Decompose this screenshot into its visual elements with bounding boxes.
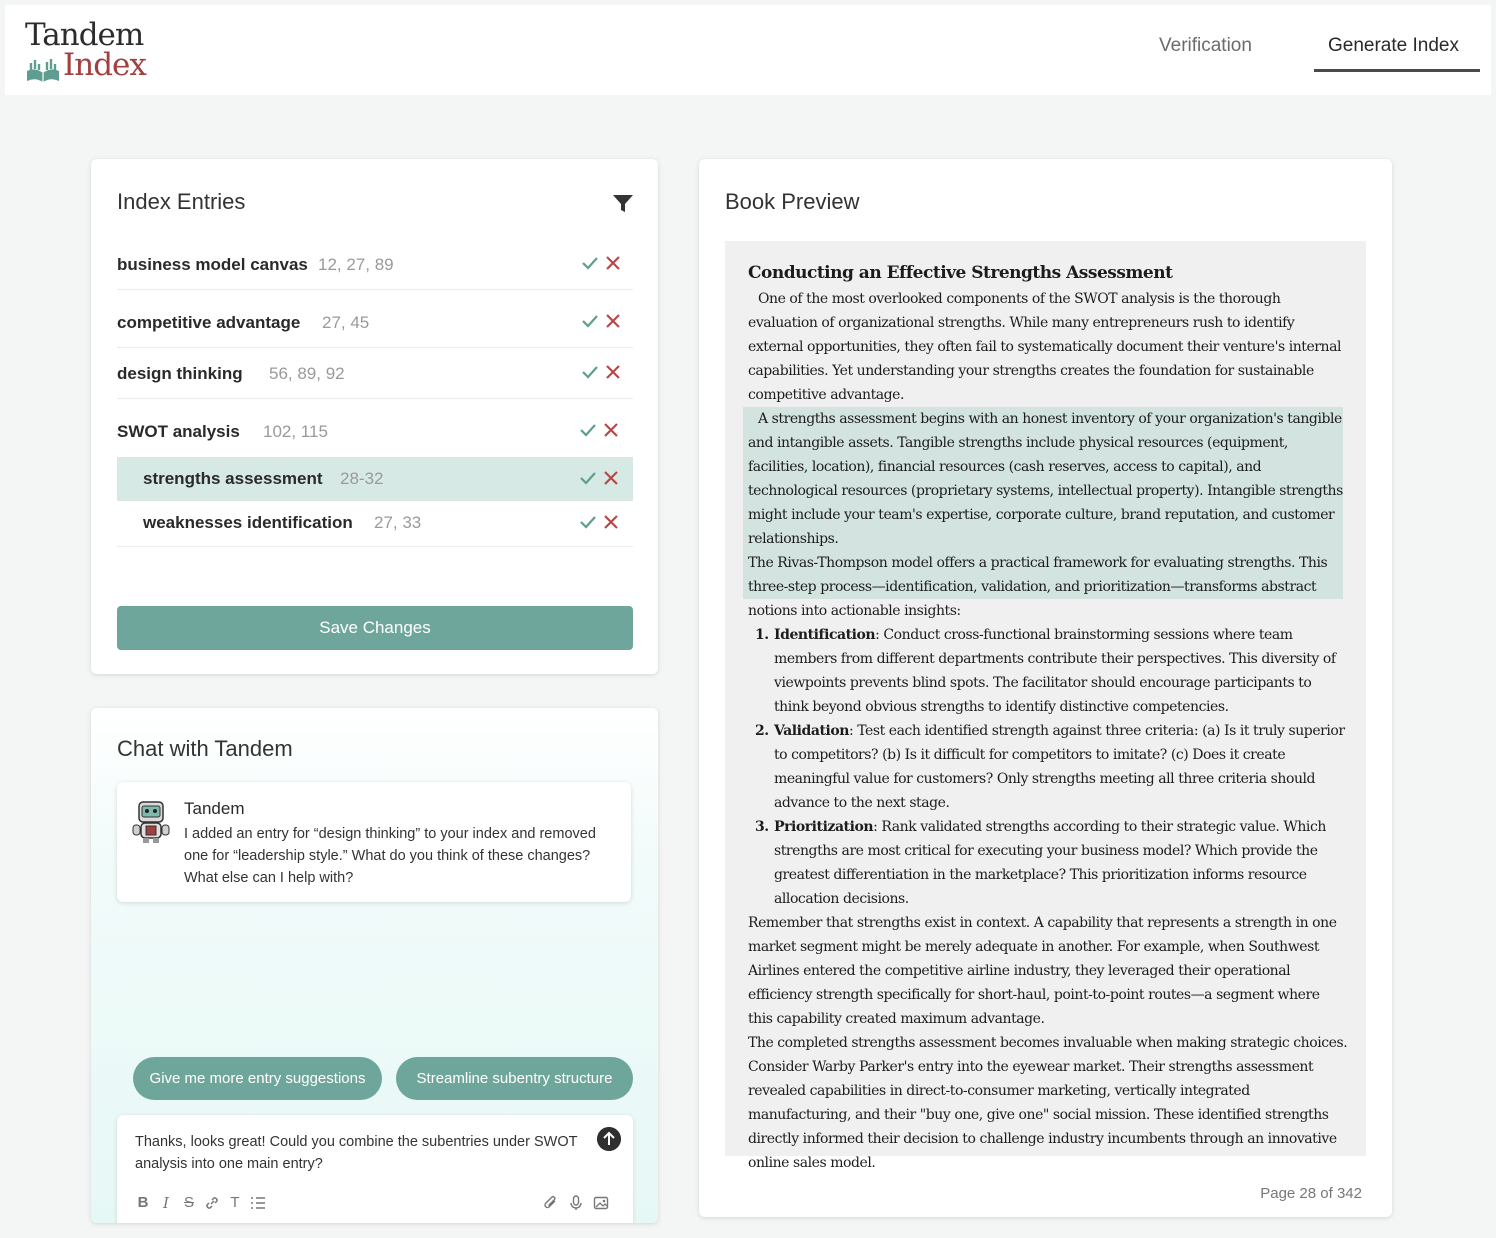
accept-icon[interactable] — [581, 363, 599, 381]
filter-icon[interactable] — [613, 195, 633, 213]
image-icon[interactable] — [593, 1195, 609, 1211]
book-icon — [25, 57, 61, 83]
message-text: I added an entry for “design thinking” to your index and removed one for “leadership style.” What do you think of these changes? What else can I help with? — [184, 826, 596, 886]
send-icon[interactable] — [597, 1127, 621, 1151]
entry-pages: 27, 45 — [322, 313, 370, 332]
accept-icon[interactable] — [581, 254, 599, 272]
message-sender: Tandem — [184, 799, 245, 818]
entry-term: competitive advantage — [117, 313, 301, 332]
paragraph-highlighted: The Rivas-Thompson model offers a practical framework for evaluating strengths. This three-step process—identification, validation, and prioritization—transforms abstract notions into actionable insights: — [748, 555, 1328, 619]
index-entries-panel — [91, 159, 658, 674]
entry-term: business model canvas — [117, 255, 308, 274]
list-item: 1. Identification: Conduct cross-functional brainstorming sessions where team members from different departments contribute their perspectives. This diversity of viewpoints prevents blind spots. The facilitator should encourage participants to think beyond obvious strengths to identify distinctive competencies. — [755, 627, 1336, 715]
section-heading: Conducting an Effective Strengths Assessment — [748, 263, 1173, 283]
entry-pages: 56, 89, 92 — [269, 364, 345, 383]
entry-term: design thinking — [117, 364, 243, 383]
index-subentry-selected[interactable] — [117, 457, 633, 501]
accept-icon[interactable] — [579, 421, 597, 439]
entry-term: weaknesses identification — [143, 513, 353, 532]
bold-icon[interactable]: B — [137, 1194, 149, 1211]
accept-icon[interactable] — [581, 312, 599, 330]
top-bar — [5, 5, 1491, 95]
paragraph: Remember that strengths exist in context. A capability that represents a strength in one market segment might be merely adequate in another. For example, when Southwest Airlines entered the competitive airline industry, they leveraged their operational efficiency strength specifically for short-haul, point-to-point routes—a segment where this capability created maximum advantage. — [748, 915, 1337, 1027]
reject-icon[interactable] — [605, 363, 621, 381]
index-entry[interactable] — [117, 405, 633, 457]
book-preview-title: Book Preview — [725, 189, 860, 214]
suggestion-chip-entries[interactable]: Give me more entry suggestions — [133, 1057, 382, 1100]
index-subentry[interactable] — [117, 501, 633, 547]
app-window — [5, 5, 1491, 1233]
robot-avatar-icon — [131, 800, 171, 844]
book-text — [748, 259, 1348, 1175]
chat-title: Chat with Tandem — [117, 736, 293, 761]
strikethrough-icon[interactable]: S — [183, 1194, 194, 1211]
index-entries-title: Index Entries — [117, 189, 246, 214]
index-entry[interactable] — [117, 347, 633, 399]
tab-generate-index[interactable]: Generate Index — [1328, 35, 1459, 56]
book-page — [725, 241, 1366, 1171]
numbered-list — [748, 623, 1348, 911]
page-indicator: Page 28 of 342 — [1260, 1185, 1362, 1202]
italic-icon[interactable]: I — [163, 1194, 169, 1212]
link-icon[interactable] — [204, 1195, 220, 1211]
entry-term: SWOT analysis — [117, 422, 240, 441]
index-entry[interactable] — [117, 238, 633, 290]
attach-icon[interactable] — [543, 1195, 559, 1211]
reject-icon[interactable] — [603, 421, 619, 439]
microphone-icon[interactable] — [568, 1195, 584, 1211]
book-preview-panel — [699, 159, 1392, 1217]
logo-line1: Tandem — [25, 17, 144, 53]
reject-icon[interactable] — [605, 312, 621, 330]
entry-pages: 28-32 — [340, 469, 384, 488]
reject-icon[interactable] — [603, 513, 619, 531]
entry-pages: 12, 27, 89 — [318, 255, 394, 274]
suggestion-chip-subentry[interactable]: Streamline subentry structure — [396, 1057, 633, 1100]
chat-panel — [91, 708, 658, 1223]
reject-icon[interactable] — [605, 254, 621, 272]
list-item: 3. Prioritization: Rank validated strengths according to their strategic value. Which strengths are most critical for executing your business model? Which provide the greatest differentiation in the marketplace? This prioritization informs resource allocation decisions. — [755, 819, 1326, 907]
composer-input[interactable]: Thanks, looks great! Could you combine the subentries under SWOT analysis into one main entry? — [135, 1134, 578, 1172]
list-item: 2. Validation: Test each identified strength against three criteria: (a) Is it truly superior to competitors? (b) Is it difficult for competitors to imitate? (c) Does it create meaningful value for customers? Only strengths meeting all three criteria should advance to the next stage. — [755, 723, 1345, 811]
tab-verification[interactable]: Verification — [1159, 35, 1252, 56]
active-tab-indicator — [1314, 69, 1480, 72]
reject-icon[interactable] — [603, 469, 619, 487]
entry-pages: 102, 115 — [263, 422, 328, 441]
paragraph-highlighted: A strengths assessment begins with an honest inventory of your organization's tangible and intangible assets. Tangible strengths include physical resources (equipment, facilities, location), financial resources (cash reserves, access to capital), and technological resources (proprietary systems, intellectual property). Intangible strengths might include your team's expertise, corporate culture, brand reputation, and customer relationships. — [748, 411, 1343, 547]
paragraph: One of the most overlooked components of the SWOT analysis is the thorough evaluation of organizational strengths. While many entrepreneurs rush to identify external opportunities, they often fail to systematically document their venture's internal capabilities. Yet understanding your strengths creates the foundation for sustainable competitive advantage. — [748, 291, 1342, 403]
accept-icon[interactable] — [579, 469, 597, 487]
accept-icon[interactable] — [579, 513, 597, 531]
save-changes-button[interactable]: Save Changes — [117, 606, 633, 650]
entry-term: strengths assessment — [143, 469, 323, 488]
list-icon[interactable] — [250, 1195, 266, 1211]
index-entry[interactable] — [117, 296, 633, 348]
entry-pages: 27, 33 — [374, 513, 422, 532]
chat-composer[interactable] — [117, 1115, 633, 1223]
text-style-icon[interactable]: T — [230, 1194, 240, 1211]
logo[interactable] — [25, 17, 165, 87]
paragraph: The completed strengths assessment becomes invaluable when making strategic choices. Consider Warby Parker's entry into the eyewear market. Their strengths assessment revealed capabilities in direct-to-consumer marketing, vertically integrated manufacturing, and their "buy one, give one" social mission. These identified strengths directly informed their decision to challenge industry incumbents through an innovative online sales model. — [748, 1035, 1348, 1171]
logo-line2: Index — [63, 47, 146, 83]
chat-message — [117, 782, 631, 902]
